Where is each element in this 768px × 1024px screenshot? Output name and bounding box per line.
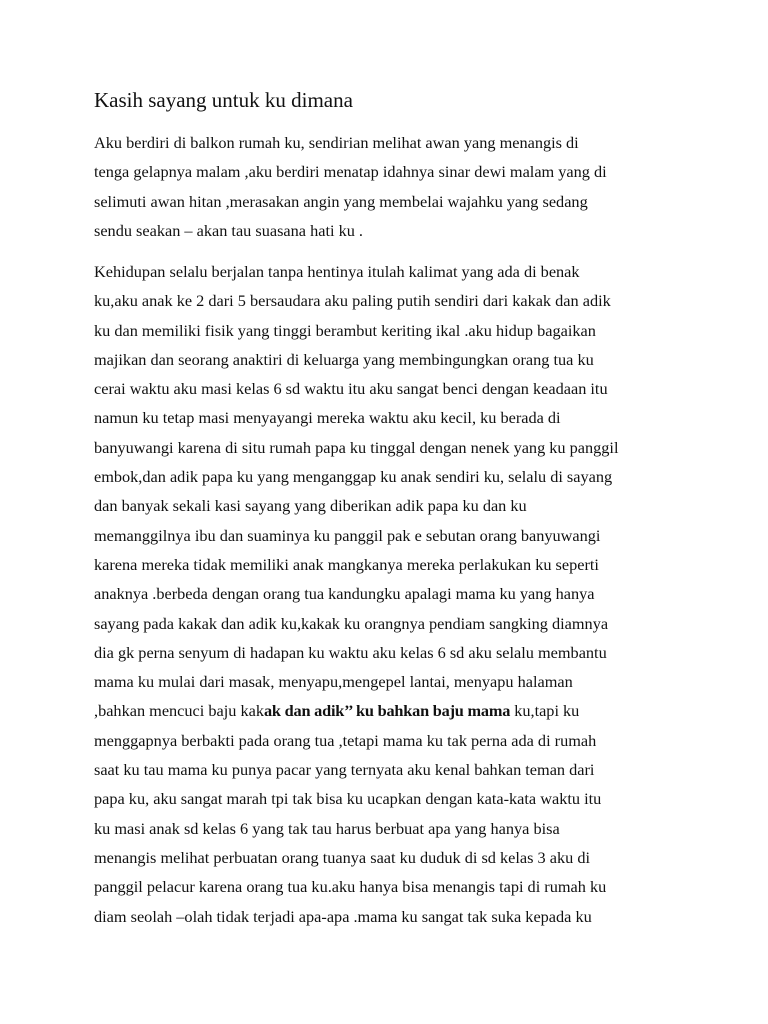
paragraph-line: Aku berdiri di balkon rumah ku, sendirian melihat awan yang menangis di bbox=[94, 133, 579, 152]
paragraph-line: ku dan memiliki fisik yang tinggi berambut keriting ikal .aku hidup bagaikan bbox=[94, 320, 596, 340]
paragraph-line-mixed bbox=[94, 696, 694, 725]
paragraph-line: dan banyak sekali kasi sayang yang diberikan adik papa ku dan ku bbox=[94, 496, 527, 516]
paragraph-line: saat ku tau mama ku punya pacar yang ternyata aku kenal bahkan teman dari bbox=[94, 760, 595, 780]
paragraph-line: papa ku, aku sangat marah tpi tak bisa ku ucapkan dengan kata-kata waktu itu bbox=[94, 789, 602, 809]
paragraph-line: selimuti awan hitan ,merasakan angin yang membelai wajahku yang sedang bbox=[94, 191, 588, 211]
paragraph-2 bbox=[94, 257, 694, 931]
paragraph-line: karena mereka tidak memiliki anak mangkanya mereka perlakukan ku seperti bbox=[94, 554, 599, 574]
paragraph-line: dia gk perna senyum di hadapan ku waktu aku kelas 6 sd aku selalu membantu bbox=[94, 642, 607, 662]
paragraph-line: sendu seakan – akan tau suasana hati ku . bbox=[94, 220, 364, 240]
paragraph-line: cerai waktu aku masi kelas 6 sd waktu itu aku sangat benci dengan keadaan itu bbox=[94, 379, 608, 399]
paragraph-line: menangis melihat perbuatan orang tuanya saat ku duduk di sd kelas 3 aku di bbox=[94, 847, 590, 867]
paragraph-line: namun ku tetap masi menyayangi mereka waktu aku kecil, ku berada di bbox=[94, 408, 561, 428]
paragraph-line: ku,aku anak ke 2 dari 5 bersaudara aku paling putih sendiri dari kakak dan adik bbox=[94, 291, 611, 311]
paragraph-line: banyuwangi karena di situ rumah papa ku tinggal dengan nenek yang ku panggil bbox=[94, 437, 619, 457]
bold-text: ak dan adik’’ ku bahkan baju mama bbox=[263, 701, 511, 721]
paragraph-line: majikan dan seorang anaktiri di keluarga yang membingungkan orang tua ku bbox=[94, 349, 594, 369]
paragraph-line: tenga gelapnya malam ,aku berdiri menatap idahnya sinar dewi malam yang di bbox=[94, 162, 607, 182]
mixed-line-end: ku,tapi ku bbox=[510, 701, 580, 721]
paragraph-line: panggil pelacur karena orang tua ku.aku hanya bisa menangis tapi di rumah ku bbox=[94, 877, 607, 897]
paragraph-line: ku masi anak sd kelas 6 yang tak tau harus berbuat apa yang hanya bisa bbox=[94, 818, 560, 838]
paragraph-1 bbox=[94, 128, 694, 245]
mixed-line-start: ,bahkan mencuci baju kak bbox=[94, 701, 264, 721]
paragraph-line: memanggilnya ibu dan suaminya ku panggil pak e sebutan orang banyuwangi bbox=[94, 525, 601, 545]
paragraph-line: Kehidupan selalu berjalan tanpa hentinya itulah kalimat yang ada di benak bbox=[94, 262, 580, 281]
paragraph-line: anaknya .berbeda dengan orang tua kandungku apalagi mama ku yang hanya bbox=[94, 584, 595, 604]
document-title: Kasih sayang untuk ku dimana bbox=[94, 88, 353, 112]
paragraph-line: diam seolah –olah tidak terjadi apa-apa .mama ku sangat tak suka kepada ku bbox=[94, 906, 592, 926]
paragraph-line: sayang pada kakak dan adik ku,kakak ku orangnya pendiam sangking diamnya bbox=[94, 613, 609, 633]
paragraph-line: embok,dan adik papa ku yang menganggap ku anak sendiri ku, selalu di sayang bbox=[94, 467, 613, 487]
paragraph-line: mama ku mulai dari masak, menyapu,mengepel lantai, menyapu halaman bbox=[94, 672, 573, 692]
paragraph-line: menggapnya berbakti pada orang tua ,tetapi mama ku tak perna ada di rumah bbox=[94, 730, 597, 750]
